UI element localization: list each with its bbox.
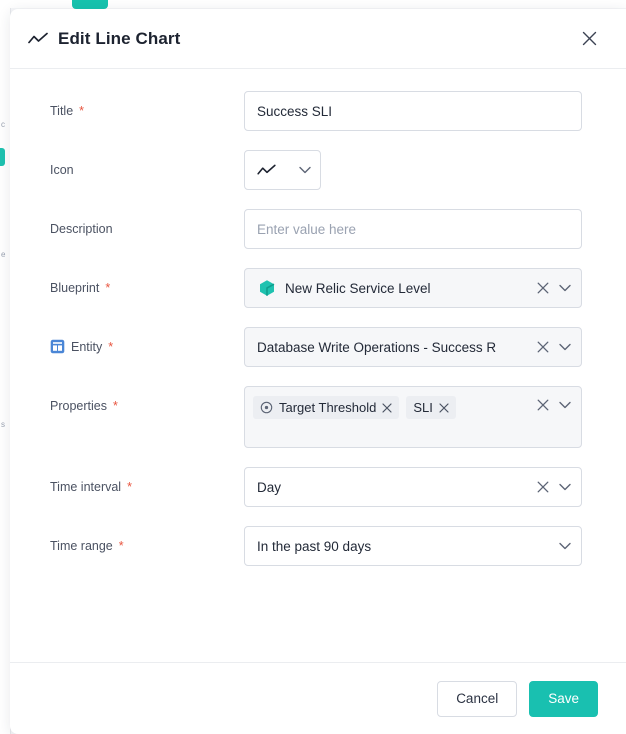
blueprint-value: New Relic Service Level <box>285 280 431 296</box>
time-range-select[interactable] <box>244 526 582 566</box>
field-row-title <box>50 91 582 131</box>
time-interval-label-text: Time interval <box>50 480 122 494</box>
blueprint-label-text: Blueprint <box>50 281 100 295</box>
properties-multiselect[interactable] <box>244 386 582 448</box>
modal-header <box>10 9 626 69</box>
field-row-description <box>50 209 582 249</box>
time-interval-required-mark: * <box>127 480 132 494</box>
description-label <box>50 209 244 237</box>
blueprint-adornments <box>529 282 571 294</box>
time-range-label <box>50 526 244 554</box>
entity-label-text: Entity <box>71 340 103 354</box>
field-row-properties <box>50 386 582 448</box>
remove-tag-icon[interactable] <box>439 403 449 413</box>
background-selected-indicator <box>0 148 5 166</box>
list-item[interactable] <box>253 396 399 419</box>
time-interval-select[interactable] <box>244 467 582 507</box>
tag-label: Target Threshold <box>279 400 377 415</box>
cancel-button[interactable]: Cancel <box>437 681 517 717</box>
field-row-blueprint <box>50 268 582 308</box>
properties-label <box>50 386 244 414</box>
entity-required-mark: * <box>108 340 114 354</box>
time-range-required-mark: * <box>118 539 124 553</box>
chevron-down-icon[interactable] <box>559 343 571 351</box>
background-side-text-2: e <box>1 250 6 259</box>
clear-icon[interactable] <box>537 399 549 411</box>
line-chart-icon <box>28 29 48 49</box>
title-input[interactable] <box>244 91 582 131</box>
blueprint-required-mark: * <box>105 281 111 295</box>
entity-label <box>50 327 244 355</box>
properties-label-text: Properties <box>50 399 107 413</box>
page-title: Edit Line Chart <box>58 28 181 48</box>
chevron-down-icon[interactable] <box>559 401 571 409</box>
icon-label-text: Icon <box>50 163 74 177</box>
modal-title-group <box>28 29 576 49</box>
time-range-adornments <box>551 542 571 550</box>
icon-picker[interactable] <box>244 150 321 190</box>
properties-tag-list <box>253 395 531 419</box>
properties-required-mark: * <box>112 399 118 413</box>
time-interval-value: Day <box>257 479 282 495</box>
modal-body <box>10 69 626 662</box>
target-icon <box>260 401 273 414</box>
edit-line-chart-modal <box>10 9 626 734</box>
tag-label: SLI <box>413 400 433 415</box>
background-side-text-1: c <box>1 120 5 129</box>
time-interval-adornments <box>529 481 571 493</box>
chevron-down-icon[interactable] <box>559 284 571 292</box>
new-relic-icon <box>257 279 276 298</box>
save-button[interactable]: Save <box>529 681 598 717</box>
title-label <box>50 91 244 119</box>
icon-label <box>50 150 244 178</box>
description-placeholder: Enter value here <box>257 221 357 237</box>
description-label-text: Description <box>50 222 113 236</box>
chevron-down-icon[interactable] <box>559 483 571 491</box>
modal-footer <box>10 662 626 734</box>
field-row-icon <box>50 150 582 190</box>
clear-icon[interactable] <box>537 341 549 353</box>
field-row-entity <box>50 327 582 367</box>
close-icon[interactable] <box>576 26 602 52</box>
time-range-label-text: Time range <box>50 539 113 553</box>
chevron-down-icon[interactable] <box>299 166 311 174</box>
title-input-value: Success SLI <box>257 103 333 119</box>
field-row-time-range <box>50 526 582 566</box>
line-chart-icon <box>257 164 276 177</box>
clear-icon[interactable] <box>537 282 549 294</box>
clear-icon[interactable] <box>537 481 549 493</box>
entity-select[interactable] <box>244 327 582 367</box>
time-interval-label <box>50 467 244 495</box>
title-label-text: Title <box>50 104 74 118</box>
background-side-text-3: s <box>1 420 5 429</box>
description-input[interactable] <box>244 209 582 249</box>
time-range-value: In the past 90 days <box>257 538 372 554</box>
remove-tag-icon[interactable] <box>382 403 392 413</box>
field-row-time-interval <box>50 467 582 507</box>
background-active-tab-marker <box>72 0 108 9</box>
blueprint-select[interactable] <box>244 268 582 308</box>
title-required-mark: * <box>79 104 85 118</box>
entity-adornments <box>529 341 571 353</box>
entity-icon <box>50 339 65 354</box>
entity-value: Database Write Operations - Success R <box>257 339 497 355</box>
blueprint-label <box>50 268 244 296</box>
chevron-down-icon[interactable] <box>559 542 571 550</box>
properties-adornments <box>531 395 571 411</box>
list-item[interactable] <box>406 396 456 419</box>
